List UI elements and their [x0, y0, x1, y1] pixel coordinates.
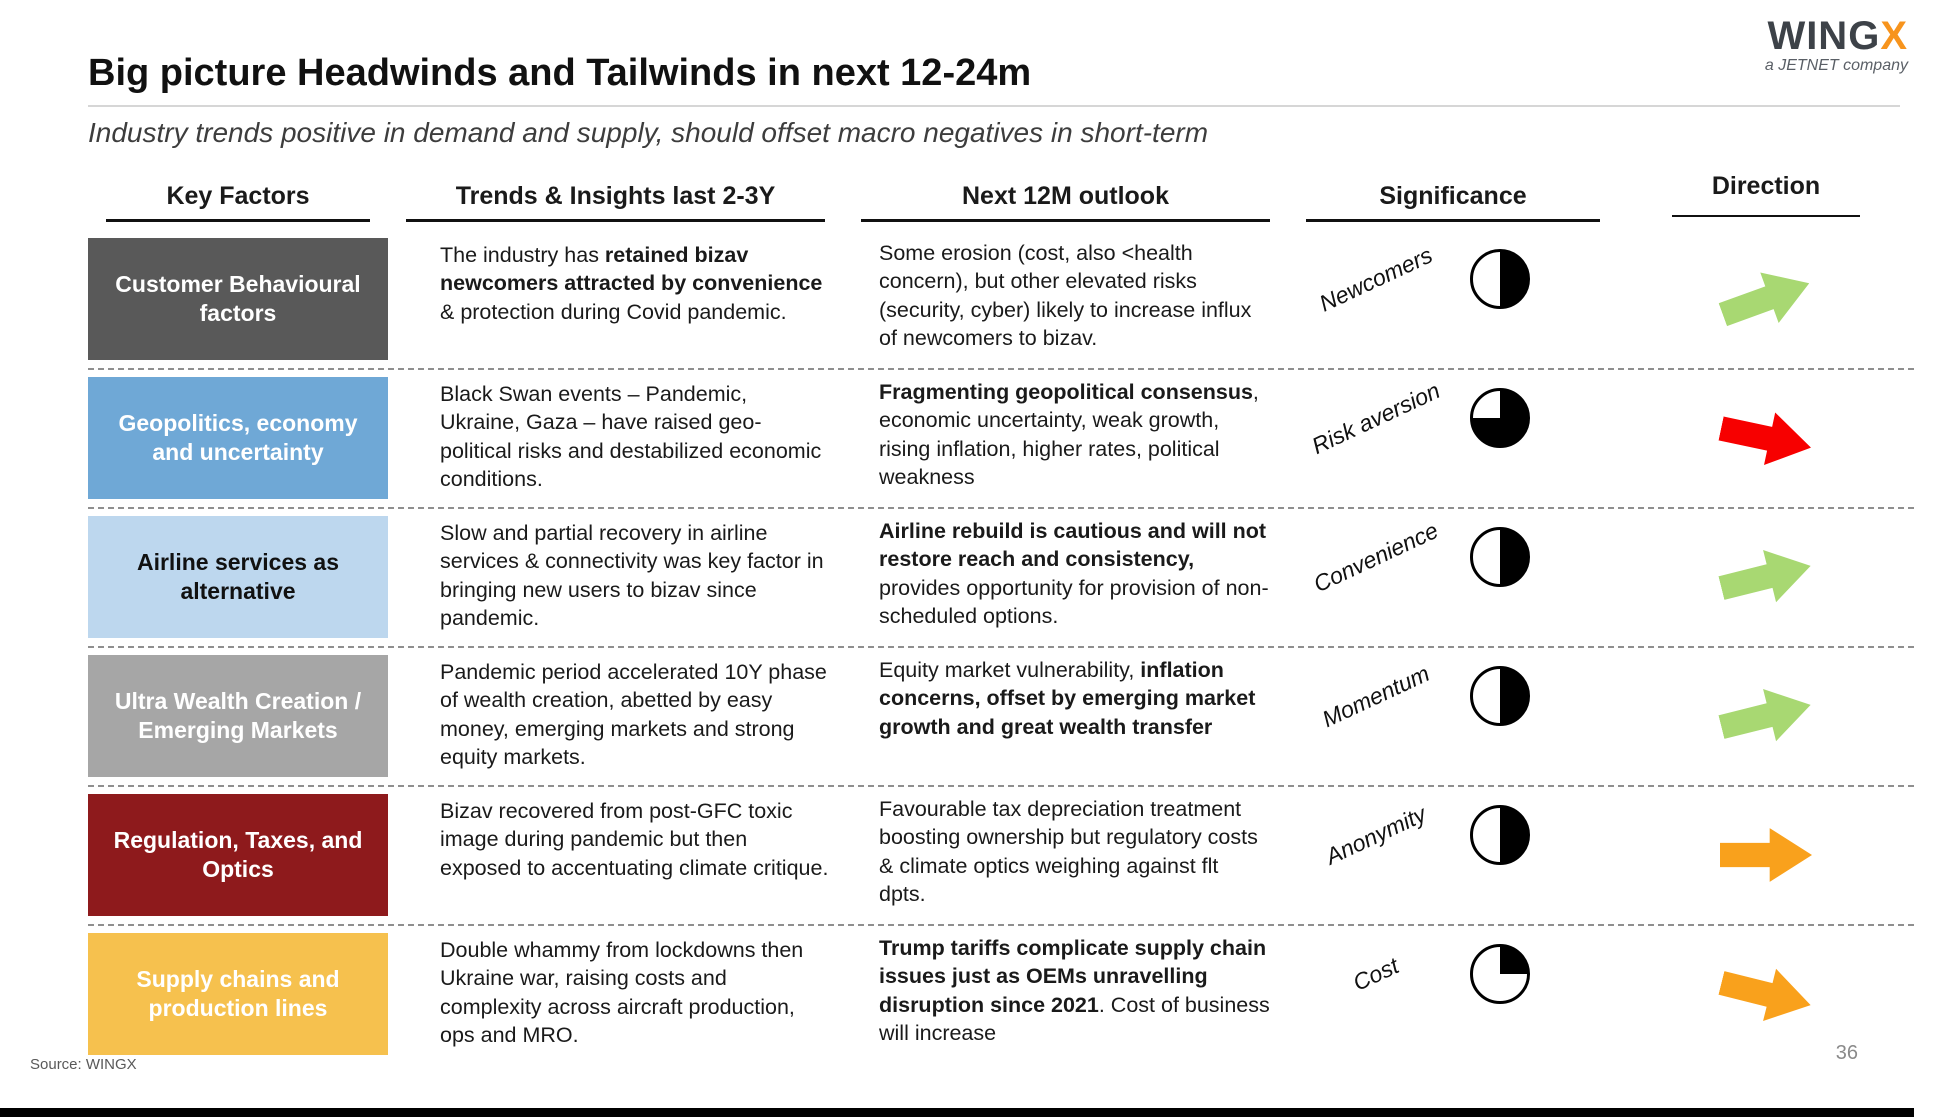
- up-right-green-arrow-icon: [1714, 535, 1819, 619]
- trends-cell: Slow and partial recovery in airline services & connectivity was key factor in bringing new users to bizav since pandemic.: [440, 521, 824, 631]
- table-row: [88, 648, 1914, 787]
- column-header-trends: Trends & Insights last 2-3Y: [388, 168, 843, 222]
- direction-cell: [1618, 513, 1914, 609]
- outlook-cell: Some erosion (cost, also <health concern), but other elevated risks (security, cyber) likely to increase influx of newcomers to bizav.: [879, 241, 1252, 351]
- significance-cell: [1288, 791, 1618, 870]
- bottom-bar: [0, 1108, 1914, 1117]
- significance-label: Cost: [1348, 951, 1403, 996]
- logo-x-text: X: [1880, 14, 1908, 58]
- trends-cell: Pandemic period accelerated 10Y phase of wealth creation, abetted by easy money, emerging markets and strong equity markets.: [440, 660, 827, 770]
- outlook-cell: Equity market vulnerability, inflation concerns, offset by emerging market growth and great wealth transfer: [879, 658, 1256, 739]
- significance-pie-icon: [1470, 249, 1530, 309]
- significance-label: Newcomers: [1315, 241, 1437, 316]
- table-row: [88, 370, 1914, 509]
- outlook-cell: Fragmenting geopolitical consensus, economic uncertainty, weak growth, rising inflation, higher rates, political weakness: [879, 380, 1259, 490]
- title-block: [88, 52, 1900, 149]
- table-header-row: [88, 168, 1914, 227]
- key-factor-box: Geopolitics, economy and uncertainty: [88, 377, 388, 499]
- direction-cell: [1618, 235, 1914, 331]
- direction-cell: [1618, 374, 1914, 470]
- significance-pie-icon: [1470, 944, 1530, 1004]
- key-factor-box: Ultra Wealth Creation / Emerging Markets: [88, 655, 388, 777]
- direction-cell: [1618, 652, 1914, 748]
- significance-cell: [1288, 374, 1618, 459]
- column-header-direction: Direction: [1618, 158, 1914, 217]
- significance-cell: [1288, 513, 1618, 597]
- direction-cell: [1618, 930, 1914, 1026]
- table-row: [88, 787, 1914, 926]
- wingx-logo-text: [1765, 16, 1908, 56]
- page-subtitle: Industry trends positive in demand and supply, should offset macro negatives in short-term: [88, 117, 1209, 148]
- key-factor-box: Supply chains and production lines: [88, 933, 388, 1055]
- significance-label: Convenience: [1309, 516, 1443, 597]
- significance-label: Momentum: [1318, 659, 1434, 732]
- key-factor-box: Customer Behavioural factors: [88, 238, 388, 360]
- outlook-cell: Favourable tax depreciation treatment boosting ownership but regulatory costs & climate optics weighing against flt dpts.: [879, 797, 1258, 907]
- significance-cell: [1288, 235, 1618, 316]
- trends-cell: Double whammy from lockdowns then Ukraine war, raising costs and complexity across aircraft production, ops and MRO.: [440, 938, 804, 1048]
- trends-cell: The industry has retained bizav newcomers attracted by convenience & protection during Covid pandemic.: [440, 243, 823, 324]
- key-factor-box: Airline services as alternative: [88, 516, 388, 638]
- up-right-green-arrow-icon: [1714, 674, 1819, 758]
- column-header-key-factors: Key Factors: [88, 168, 388, 222]
- logo-tagline: a JETNET company: [1764, 57, 1908, 74]
- significance-label: Anonymity: [1321, 800, 1430, 870]
- column-header-significance: Significance: [1288, 168, 1618, 222]
- significance-pie-icon: [1470, 805, 1530, 865]
- logo-wing-text: WING: [1767, 14, 1881, 58]
- table-row: [88, 509, 1914, 648]
- key-factor-box: Regulation, Taxes, and Optics: [88, 794, 388, 916]
- significance-cell: [1288, 652, 1618, 732]
- table-row: [88, 926, 1914, 1065]
- significance-cell: [1288, 930, 1618, 1004]
- headwinds-tailwinds-table: [88, 168, 1914, 1065]
- down-right-orange-arrow-icon: [1714, 952, 1819, 1036]
- significance-pie-icon: [1470, 388, 1530, 448]
- trends-cell: Bizav recovered from post-GFC toxic image during pandemic but then exposed to accentuating climate critique.: [440, 799, 829, 880]
- significance-pie-icon: [1470, 527, 1530, 587]
- right-orange-arrow-icon: [1720, 823, 1812, 887]
- significance-pie-icon: [1470, 666, 1530, 726]
- source-note: Source: WINGX: [30, 1056, 137, 1073]
- outlook-cell: Trump tariffs complicate supply chain issues just as OEMs unravelling disruption since 2021. Cost of business will increase: [879, 936, 1270, 1046]
- up-right-green-arrow-icon: [1712, 253, 1820, 345]
- page-title: Big picture Headwinds and Tailwinds in next 12-24m: [88, 52, 1900, 107]
- down-right-red-arrow-icon: [1714, 397, 1817, 479]
- outlook-cell: Airline rebuild is cautious and will not restore reach and consistency, provides opportunity for provision of non-scheduled options.: [879, 519, 1269, 629]
- direction-cell: [1618, 791, 1914, 887]
- page-number: 36: [1835, 1042, 1858, 1064]
- column-header-outlook: Next 12M outlook: [843, 168, 1288, 222]
- table-row: [88, 231, 1914, 370]
- trends-cell: Black Swan events – Pandemic, Ukraine, Gaza – have raised geo-political risks and destabilized economic conditions.: [440, 382, 822, 492]
- significance-label: Risk aversion: [1307, 376, 1444, 459]
